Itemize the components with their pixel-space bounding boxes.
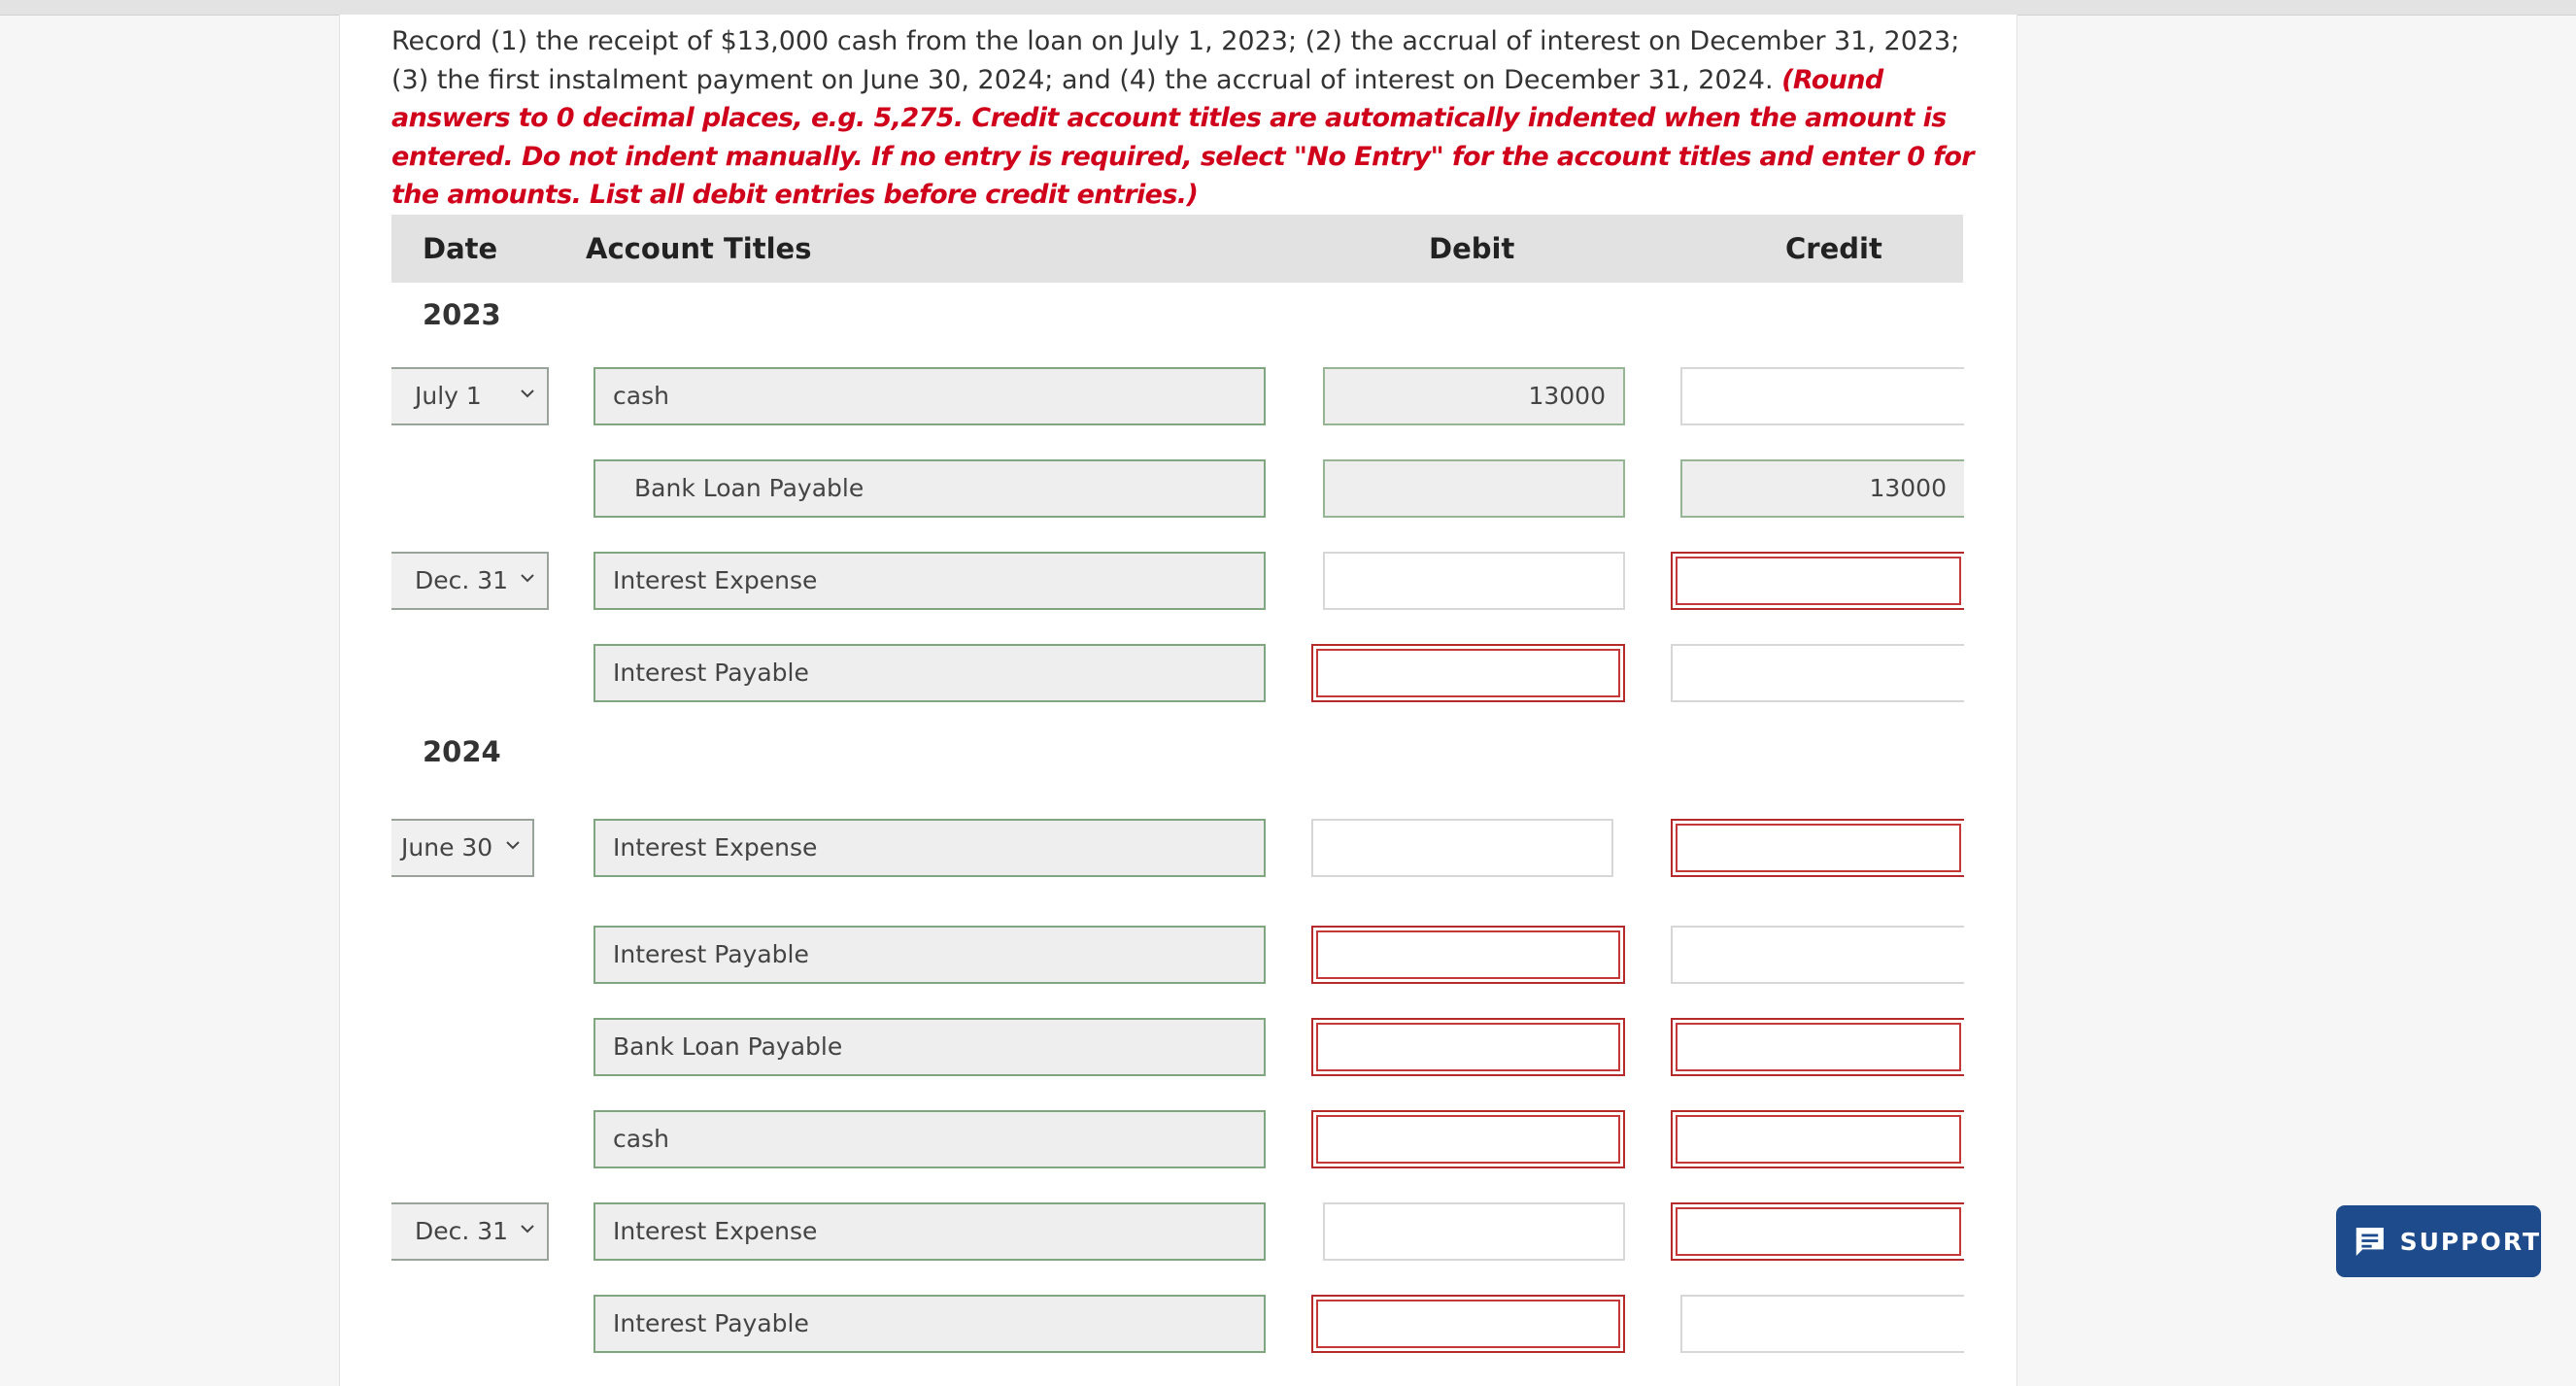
credit-input[interactable] bbox=[1671, 819, 1964, 877]
question-panel bbox=[339, 15, 2017, 1386]
top-bar bbox=[0, 0, 2576, 16]
account-title-value: Interest Expense bbox=[613, 833, 818, 862]
date-select[interactable] bbox=[391, 819, 534, 877]
instructions-line2: instalment payment on June 30, 2024; and (4) the accrual of interest on December 31, 2024. bbox=[548, 64, 1774, 95]
account-title-value: Bank Loan Payable bbox=[613, 1032, 843, 1061]
debit-input[interactable] bbox=[1323, 552, 1625, 610]
debit-input[interactable] bbox=[1311, 1110, 1625, 1168]
chevron-down-icon bbox=[520, 386, 535, 401]
credit-input[interactable] bbox=[1671, 1018, 1964, 1076]
year-label-2024: 2024 bbox=[423, 735, 501, 768]
account-title-input[interactable] bbox=[593, 552, 1266, 610]
account-title-value: Interest Payable bbox=[613, 940, 809, 968]
credit-input[interactable] bbox=[1671, 644, 1964, 702]
instructions bbox=[391, 22, 1984, 215]
debit-input[interactable] bbox=[1323, 1202, 1625, 1261]
account-title-value: Interest Expense bbox=[613, 1217, 818, 1245]
header-date: Date bbox=[423, 232, 498, 265]
date-select[interactable] bbox=[391, 552, 549, 610]
debit-input[interactable] bbox=[1323, 367, 1625, 425]
instructions-line1: Record (1) the receipt of $13,000 cash from the loan on July 1, 2023; (2) the accrual of interest on December 31, 2023; (3) the first bbox=[391, 26, 1960, 95]
account-title-value: Bank Loan Payable bbox=[634, 474, 864, 502]
header-account-titles: Account Titles bbox=[586, 232, 812, 265]
account-title-value: Interest Payable bbox=[613, 1309, 809, 1337]
account-title-input[interactable] bbox=[593, 926, 1266, 984]
account-title-input[interactable] bbox=[593, 819, 1266, 877]
credit-input[interactable] bbox=[1671, 552, 1964, 610]
account-title-input[interactable] bbox=[593, 1202, 1266, 1261]
debit-input[interactable] bbox=[1323, 459, 1625, 518]
support-button[interactable] bbox=[2336, 1205, 2541, 1277]
date-select[interactable] bbox=[391, 367, 549, 425]
instructions-note: (Round answers to 0 decimal places, e.g. 5,275. Credit account titles are automatically indented when the amount is entered. Do not indent manually. If no entry is required, select "No Entry" for the account titles and enter 0 for the amounts. List all debit entries before credit entries.) bbox=[391, 64, 1974, 210]
credit-input[interactable] bbox=[1671, 1202, 1964, 1261]
account-title-input[interactable] bbox=[593, 1295, 1266, 1353]
chevron-down-icon bbox=[520, 1221, 535, 1236]
debit-input[interactable] bbox=[1311, 926, 1625, 984]
chevron-down-icon bbox=[505, 837, 521, 853]
account-title-input[interactable] bbox=[593, 367, 1266, 425]
credit-input[interactable] bbox=[1671, 926, 1964, 984]
support-label: SUPPORT bbox=[2399, 1227, 2541, 1256]
date-select-value: Dec. 31 bbox=[415, 1217, 509, 1245]
account-title-value: cash bbox=[613, 382, 669, 410]
chevron-down-icon bbox=[520, 570, 535, 586]
account-title-input[interactable] bbox=[593, 1018, 1266, 1076]
account-title-value: cash bbox=[613, 1125, 669, 1153]
date-select[interactable] bbox=[391, 1202, 549, 1261]
account-title-input[interactable] bbox=[593, 644, 1266, 702]
credit-input[interactable] bbox=[1671, 1110, 1964, 1168]
credit-input[interactable] bbox=[1680, 459, 1964, 518]
debit-input[interactable] bbox=[1311, 1295, 1625, 1353]
credit-input[interactable] bbox=[1680, 1295, 1964, 1353]
date-select-value: July 1 bbox=[415, 382, 482, 410]
debit-value: 13000 bbox=[1528, 382, 1606, 410]
debit-input[interactable] bbox=[1311, 644, 1625, 702]
year-label-2023: 2023 bbox=[423, 298, 501, 331]
account-title-input[interactable] bbox=[593, 459, 1266, 518]
header-debit: Debit bbox=[1429, 232, 1515, 265]
account-title-input[interactable] bbox=[593, 1110, 1266, 1168]
account-title-value: Interest Expense bbox=[613, 566, 818, 594]
chat-icon bbox=[2353, 1223, 2388, 1260]
header-credit: Credit bbox=[1785, 232, 1882, 265]
credit-value: 13000 bbox=[1869, 474, 1947, 502]
date-select-value: June 30 bbox=[401, 833, 493, 862]
debit-input[interactable] bbox=[1311, 1018, 1625, 1076]
debit-input[interactable] bbox=[1311, 819, 1613, 877]
credit-input[interactable] bbox=[1680, 367, 1964, 425]
date-select-value: Dec. 31 bbox=[415, 566, 509, 594]
account-title-value: Interest Payable bbox=[613, 659, 809, 687]
table-header bbox=[391, 215, 1963, 283]
